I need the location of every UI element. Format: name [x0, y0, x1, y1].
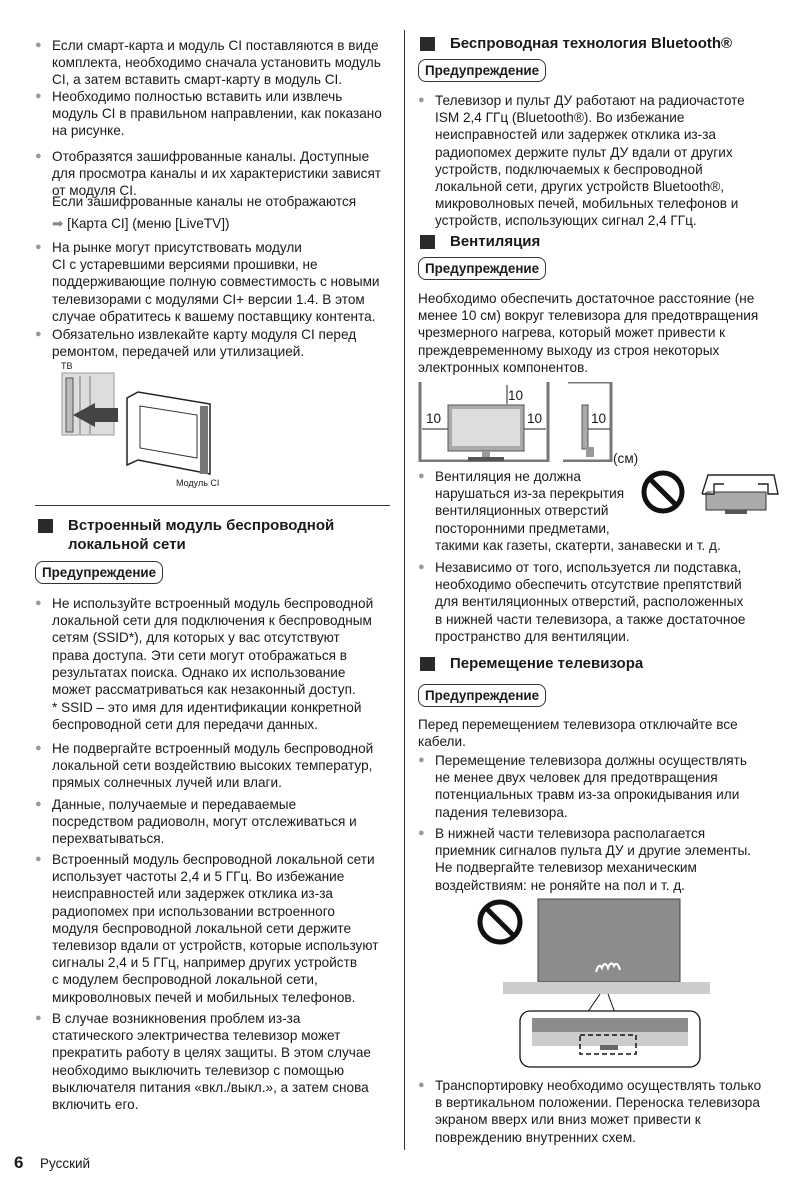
dist-top: 10	[508, 388, 524, 403]
list-item	[35, 740, 373, 792]
dist-side: 10	[591, 411, 607, 426]
item-text: В случае возникновения проблем из-за статического электричества телевизор может прекратить работу в целях защиты. В этом случае необходимо выключить телевизор с помощью выключателя питания «вкл./выкл.», а затем снова включить его.	[52, 1011, 371, 1113]
list-item	[35, 88, 382, 140]
language-label: Русский	[40, 1156, 91, 1171]
fig-label-module: Модуль CI	[176, 478, 220, 488]
fig-label-tv: ТВ	[61, 361, 73, 371]
item-text: Независимо от того, используется ли подставка, необходимо обеспечить отсутствие препятствий для вентиляционных отверстий, расположенных в нижней части телевизора, а также достаточное пространство для вентиляции.	[435, 560, 746, 644]
page-number: 6	[14, 1153, 24, 1172]
heading-text: Перемещение телевизора	[450, 655, 644, 672]
warning-label: Предупреждение	[418, 257, 546, 280]
list-item	[35, 148, 381, 200]
bullet-icon: ●	[418, 94, 425, 106]
list-item	[418, 559, 746, 645]
list-item	[35, 37, 381, 89]
item-text: Не используйте встроенный модуль беспроводной локальной сети для подключения к беспроводным сетям (SSID*), для которых у вас отсутствуют права доступа. Эти сети могут отображаться в результатах поиска. Однако их использование может рассматриваться как незаконный доступ.	[52, 596, 374, 698]
bullet-icon: ●	[418, 827, 425, 839]
bullet-icon: ●	[418, 561, 425, 573]
item-text: Обязательно извлекайте карту модуля CI перед ремонтом, передачей или утилизацией.	[52, 327, 357, 360]
item-text: Данные, получаемые и передаваемые посредством радиоволн, могут отслеживаться и перехватываться.	[52, 797, 357, 847]
list-item	[35, 326, 356, 360]
list-item	[418, 752, 747, 821]
note-text: Если зашифрованные каналы не отображаются	[52, 194, 357, 209]
heading-square-icon	[420, 657, 435, 671]
footnote: * SSID – это имя для идентификации конкретной беспроводной сети для передачи данных.	[52, 700, 362, 733]
paragraph: Перед перемещением телевизора отключайте все кабели.	[418, 717, 738, 750]
list-item	[418, 1077, 761, 1146]
bullet-icon: ●	[35, 597, 42, 609]
item-text: Необходимо полностью вставить или извлечь модуль CI в правильном направлении, как показано на рисунке.	[52, 89, 382, 139]
warning-label: Предупреждение	[35, 561, 163, 584]
bullet-icon: ●	[418, 1079, 425, 1091]
unit-label: (см)	[613, 451, 639, 466]
heading-square-icon	[38, 519, 53, 533]
section-heading	[420, 654, 643, 673]
ci-module-insertion-illustration	[60, 370, 215, 475]
bullet-icon: ●	[35, 241, 42, 253]
item-text: Транспортировку необходимо осуществлять только в вертикальном положении. Переноска телевизора экраном вверх или вниз может привести к повреждению внутренних схем.	[435, 1078, 762, 1145]
heading-text: Встроенный модуль беспроводной локальной сети	[68, 517, 335, 553]
item-text: В нижней части телевизора располагается приемник сигналов пульта ДУ и другие элементы. Не подвергайте телевизор механическим воздействиям: не роняйте на пол и т. д.	[435, 826, 752, 893]
section-heading	[420, 34, 732, 53]
item-text: Если смарт-карта и модуль CI поставляются в виде комплекта, необходимо сначала установить модуль CI, а затем вставить смарт-карту в модуль CI.	[52, 38, 381, 88]
list-item	[35, 796, 357, 848]
list-item	[35, 851, 378, 1006]
heading-square-icon	[420, 37, 435, 51]
heading-text: Вентиляция	[450, 233, 541, 250]
heading-square-icon	[420, 235, 435, 249]
bullet-icon: ●	[35, 90, 42, 102]
item-text: На рынке могут присутствовать модули CI с устаревшими версиями прошивки, не поддерживающие полную совместимость с новыми телевизорами с модулями CI+ версии 1.4. В этом случае обратитесь к вашему поставщику контента.	[52, 240, 380, 324]
list-item	[418, 92, 745, 230]
bullet-icon: ●	[35, 39, 42, 51]
section-divider	[35, 505, 390, 506]
menu-path-text: [Карта CI] (меню [LiveTV])	[67, 216, 230, 231]
item-text: Отобразятся зашифрованные каналы. Доступные для просмотра каналы и их характеристики зависят от модуля CI.	[52, 149, 382, 199]
item-text: Перемещение телевизора должны осуществлять не менее двух человек для предотвращения потенциальных травм из-за опрокидывания или падения телевизора.	[435, 753, 747, 820]
dist-right: 10	[527, 411, 543, 426]
warning-label: Предупреждение	[418, 684, 546, 707]
arrow-right-icon: ➡	[52, 216, 64, 231]
bullet-icon: ●	[35, 853, 42, 865]
section-heading	[38, 516, 334, 554]
list-item	[35, 1010, 371, 1113]
dist-left: 10	[426, 411, 442, 426]
bullet-icon: ●	[35, 742, 42, 754]
bullet-icon: ●	[418, 470, 425, 482]
list-item	[35, 595, 373, 698]
item-text: Встроенный модуль беспроводной локальной сети использует частоты 2,4 и 5 ГГц. Во избежание неисправностей или задержек отклика из-за радиопомех при использовании встроенного модуля беспроводной локальной сети держите телевизор вдали от устройств, которые используют сигналы 2,4 и 5 ГГц, например других устройств с модулем беспроводной локальной сети, микроволновых печей и мобильных телефонов.	[52, 852, 379, 1005]
list-item	[35, 239, 380, 325]
bullet-icon: ●	[35, 150, 42, 162]
item-text: Не подвергайте встроенный модуль беспроводной локальной сети воздействию высоких температур, прямых солнечных лучей или влаги.	[52, 741, 374, 791]
item-text: Вентиляция не должна нарушаться из-за перекрытия вентиляционных отверстий посторонними предметами, такими как газеты, скатерти, занавески и т. д.	[435, 469, 721, 553]
prohibited-icon	[480, 902, 520, 942]
bullet-icon: ●	[35, 798, 42, 810]
list-item	[418, 825, 751, 894]
prohibited-covered-tv-illustration	[640, 470, 780, 520]
column-divider	[404, 30, 405, 1150]
heading-text: Беспроводная технология Bluetooth®	[450, 35, 733, 52]
warning-label: Предупреждение	[418, 59, 546, 82]
bullet-icon: ●	[418, 754, 425, 766]
paragraph: Необходимо обеспечить достаточное расстояние (не менее 10 см) вокруг телевизора для предотвращения чрезмерного нагрева, который может привести к преждевременному выходу из строя некоторых электронных компонентов.	[418, 291, 759, 375]
section-heading	[420, 232, 540, 251]
prohibited-icon	[644, 473, 682, 511]
menu-path	[52, 215, 230, 232]
bullet-icon: ●	[35, 1012, 42, 1024]
item-text: Телевизор и пульт ДУ работают на радиочастоте ISM 2,4 ГГц (Bluetooth®). Во избежание неисправностей или задержек отклика из-за радиопомех держите пульт ДУ вдали от других устройств, подключаемых к беспроводной локальной сети, других устройств Bluetooth®, микроволновых печей, мобильных телефонов и устройств, использующих сигнал 2,4 ГГц.	[435, 93, 745, 229]
tv-drop-illustration	[470, 895, 710, 1070]
bullet-icon: ●	[35, 328, 42, 340]
